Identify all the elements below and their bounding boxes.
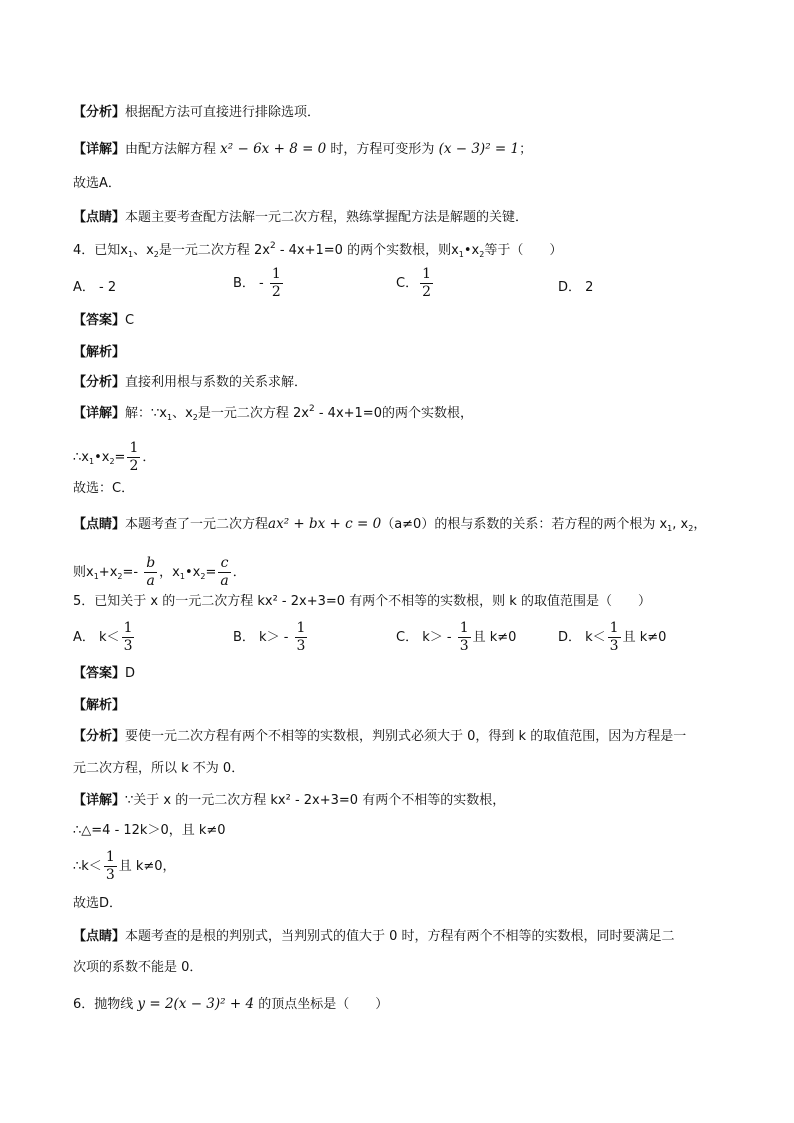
comment-line-q5: 【点睛】本题考查的是根的判别式，当判别式的值大于 0 时，方程有两个不相等的实数根，同时要满足二: [73, 929, 675, 944]
comment-line-q4: 【点睛】本题考查了一元二次方程ax² + bx + c = 0（a≠0）的根与系数的关系：若方程的两个根为 $x_1$, $x_2$，: [73, 516, 707, 533]
comment-line-q5-cont: 次项的系数不能是 0．: [73, 960, 203, 975]
q4-option-b: B． - $\frac{1}{2}$: [233, 266, 281, 300]
choice-line-q5: 故选D．: [73, 896, 123, 911]
question-5: 5．已知关于 x 的一元二次方程 kx² - 2x+3=0 有两个不相等的实数根，则 k 的取值范围是（ ）: [73, 594, 651, 609]
question-6: 6．抛物线 y = 2(x − 3)² + 4 的顶点坐标是（ ）: [73, 996, 389, 1012]
comment-line-q3: 【点睛】本题主要考查配方法解一元二次方程，熟练掌握配方法是解题的关键．: [73, 210, 529, 225]
choice-line-q4: 故选：C．: [73, 481, 135, 496]
analysis-line-q3: 【分析】根据配方法可直接进行排除选项．: [73, 105, 321, 120]
q4-option-d: D． 2: [558, 280, 594, 295]
parabola-equation: y = 2(x − 3)² + 4: [137, 996, 255, 1012]
q5-option-a: A． k＜ $\frac{1}{3}$: [73, 620, 133, 654]
q4-option-c: C． $\frac{1}{2}$: [396, 266, 431, 300]
detail-line-q4: 【详解】解：$\because x_1$、$x_2$是一元二次方程 $2x^2 - 4x+1=0$的两个实数根，: [73, 404, 473, 422]
detail-result-q5: ∴k＜ $\frac{1}{3}$ 且 k≠0，: [73, 849, 176, 883]
analysis-line-q5-cont: 元二次方程，所以 k 不为 0．: [73, 761, 245, 776]
q5-option-d: D． k＜ $\frac{1}{3}$ 且 k≠0: [558, 620, 667, 654]
discriminant-line: ∴△=4 - 12k＞0，且 k≠0: [73, 823, 226, 838]
q5-option-b: B． k＞ - $\frac{1}{3}$: [233, 620, 306, 654]
detail-result-q4: $\therefore x_1•x_2=$ $\frac{1}{2}$ ．: [73, 440, 156, 474]
equation-q3: x² − 6x + 8 = 0: [220, 141, 327, 157]
transformed-equation-q3: (x − 3)² = 1: [438, 141, 520, 157]
detail-line-q5: 【详解】∵关于 x 的一元二次方程 kx² - 2x+3=0 有两个不相等的实数根，: [73, 793, 506, 808]
solution-header-q5: 【解析】: [73, 698, 126, 713]
answer-q4: 【答案】C: [73, 313, 135, 328]
solution-header-q4: 【解析】: [73, 345, 126, 360]
choice-line-q3: 故选A．: [73, 176, 121, 191]
question-4: 4．已知$x_1$、$x_2$是一元二次方程 $2x^2 - 4x+1=0$ 的两个实数根，则$x_1•x_2$等于（ ）: [73, 241, 563, 259]
vieta-formula-line: 则$x_1+x_2=-$ $\frac{b}{a}$ ，$x_1•x_2=$ $\frac{c}{a}$ ．: [73, 555, 246, 589]
q5-option-c: C． k＞ - $\frac{1}{3}$ 且 k≠0: [396, 620, 517, 654]
q4-option-a: A． - 2: [73, 280, 117, 295]
analysis-line-q5: 【分析】要使一元二次方程有两个不相等的实数根，判别式必须大于 0，得到 k 的取值范围，因为方程是一: [73, 729, 687, 744]
analysis-line-q4: 【分析】直接利用根与系数的关系求解．: [73, 375, 308, 390]
answer-q5: 【答案】D: [73, 666, 136, 681]
detail-line-q3: 【详解】由配方法解方程 x² − 6x + 8 = 0 时，方程可变形为 (x − 3)² = 1；: [73, 141, 533, 157]
